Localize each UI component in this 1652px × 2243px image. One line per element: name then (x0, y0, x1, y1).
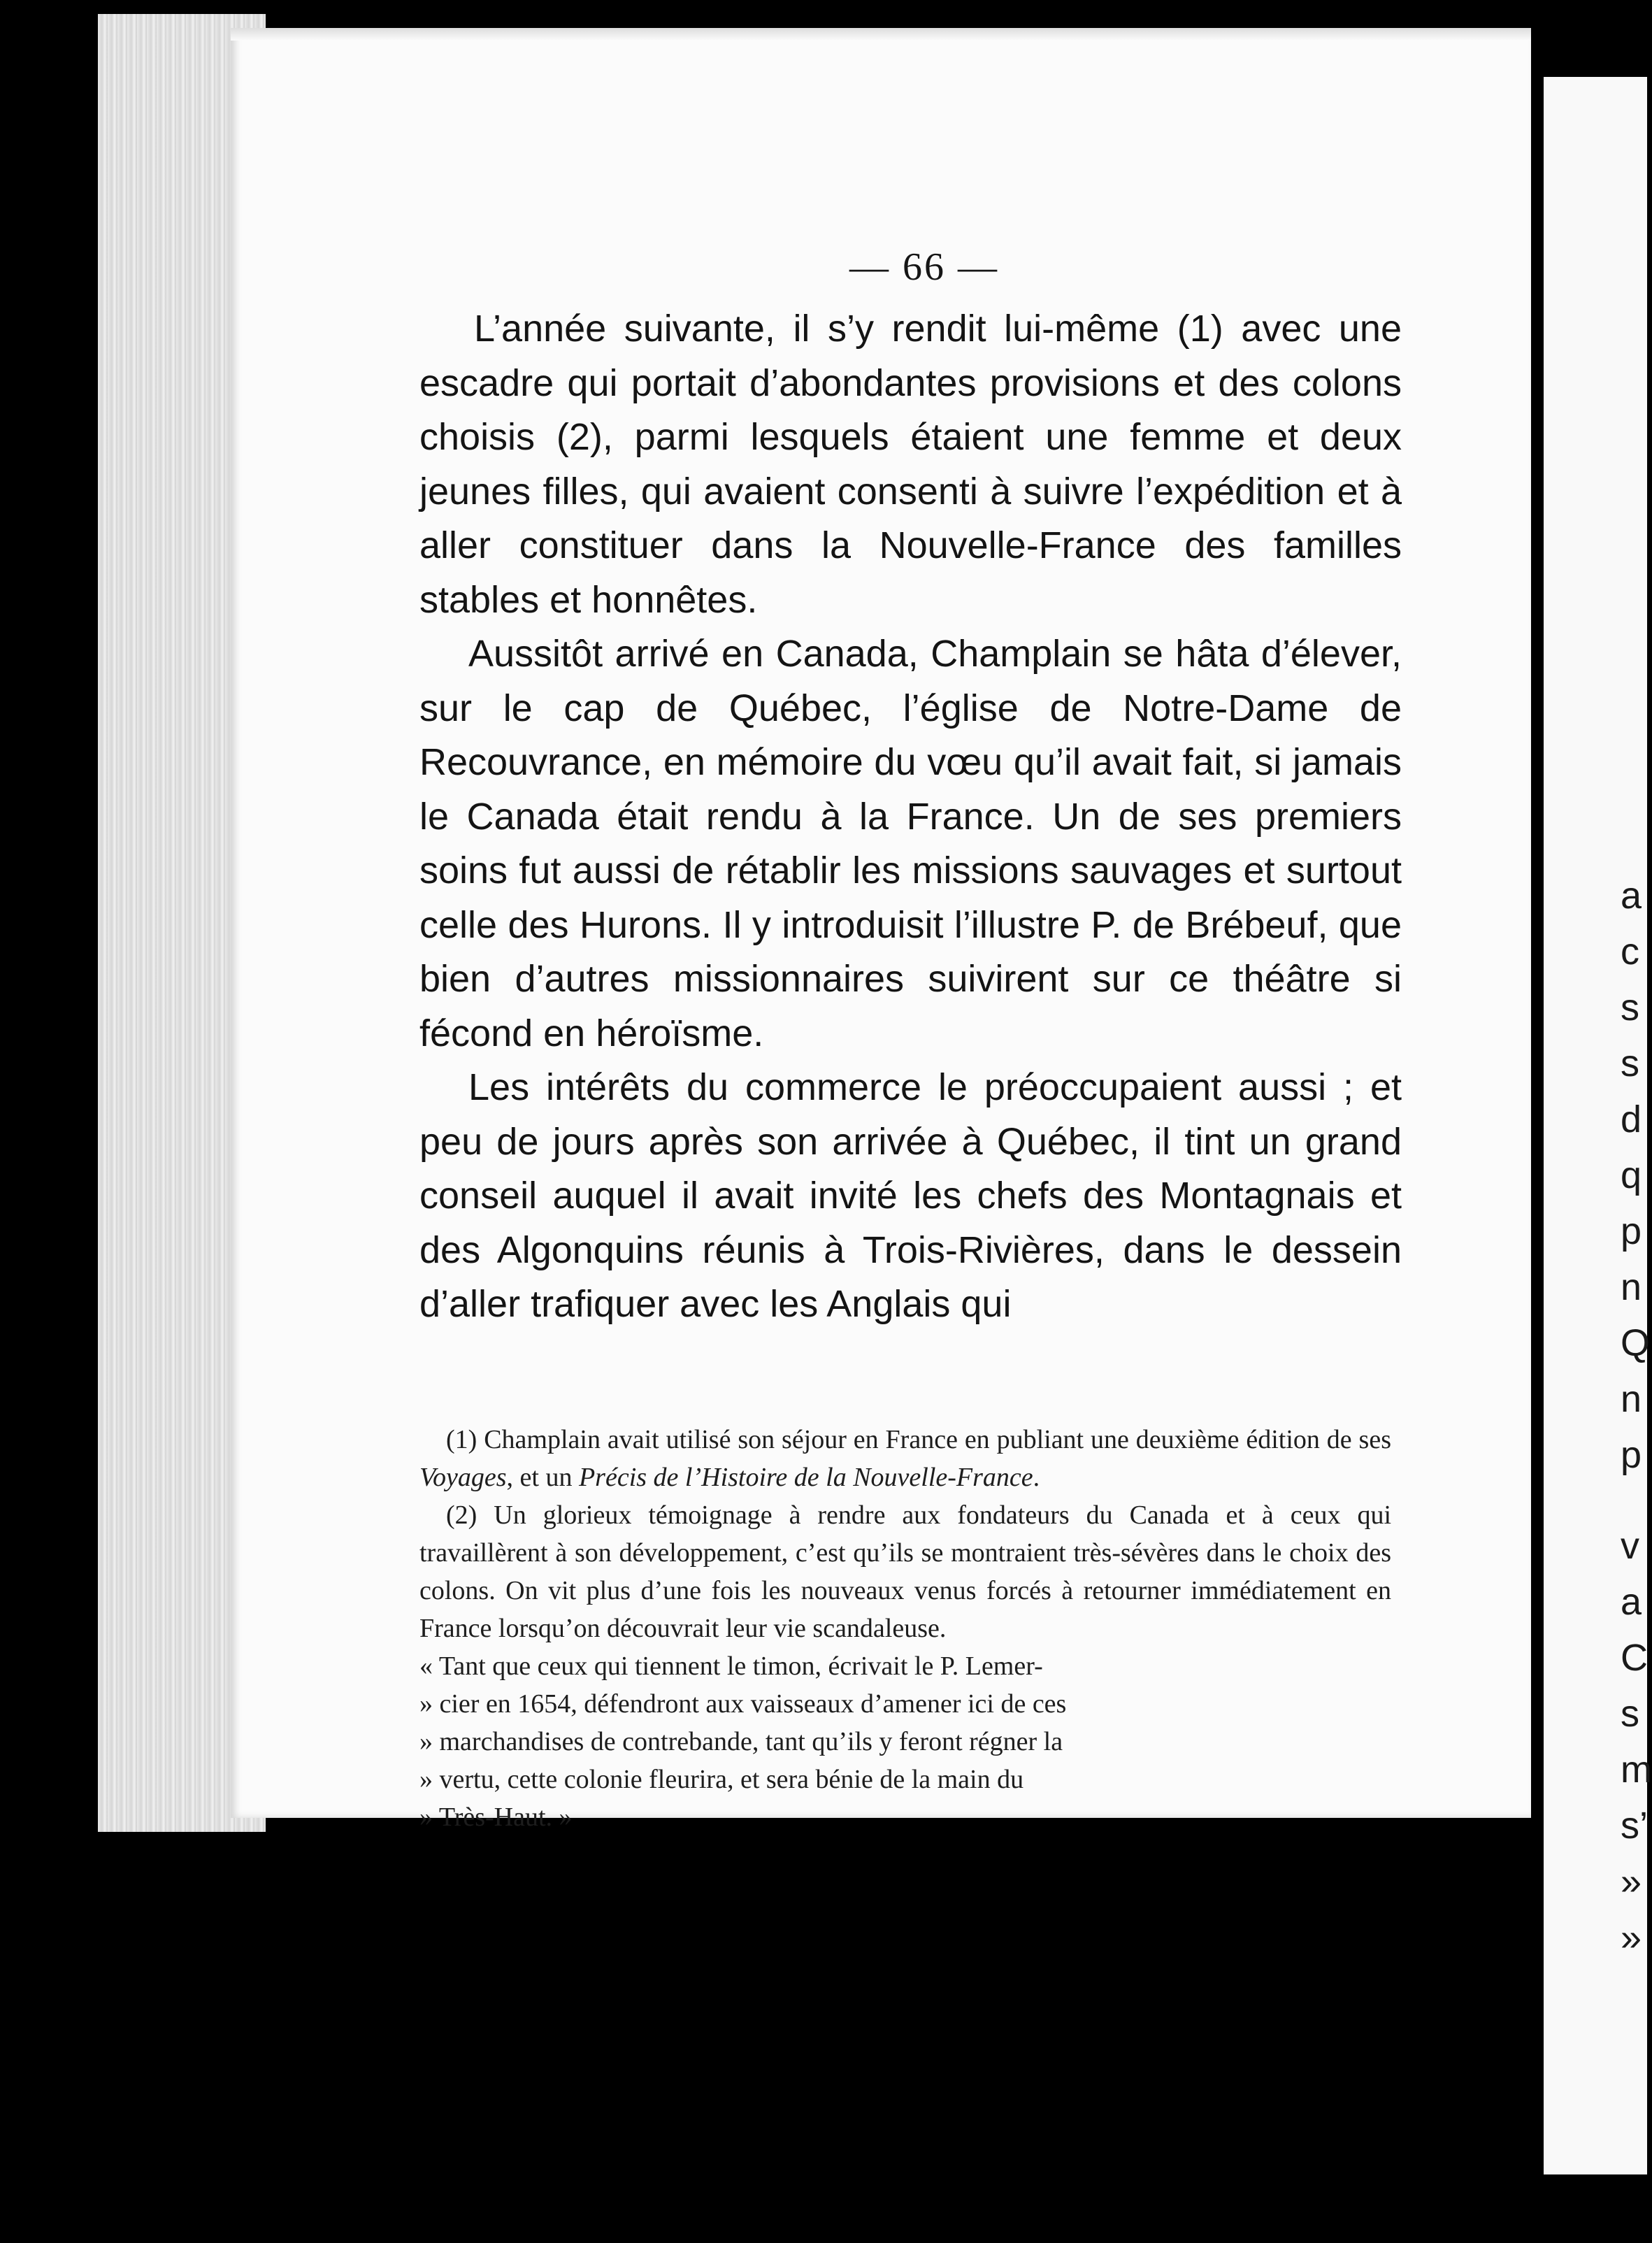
footnote-2-quote-line: « Tant que ceux qui tiennent le timon, écrivait le P. Lemer- (419, 1651, 1043, 1681)
facing-page-letter: p (1621, 1434, 1642, 1476)
footnote-2-text: Un glorieux témoignage à rendre aux fondateurs du Canada et à ceux qui travaillèrent à son développement, c’est qu’ils se montraient très-sévères dans le choix des colons. On vit plus d’une fois les nouveaux venus forcés à retourner immédiatement en France lorsqu’on découvrait leur vie scandaleuse. (419, 1500, 1391, 1643)
facing-page-letter: Q (1621, 1322, 1651, 1364)
footnote-2-marker: (2) (446, 1500, 477, 1530)
facing-page-letter: q (1621, 1154, 1642, 1196)
facing-page-letter: v (1621, 1525, 1639, 1567)
facing-page-letter: d (1621, 1098, 1642, 1140)
footnote-1-italic-precis: Précis de l’Histoire de la Nouvelle-France (578, 1463, 1033, 1492)
footnote-2-quote-line: » vertu, cette colonie fleurira, et sera bénie de la main du (419, 1765, 1024, 1794)
facing-page-letter: » (1621, 1916, 1642, 1958)
footnote-2 (419, 1496, 1391, 1647)
facing-page-letter: c (1621, 931, 1639, 973)
facing-page-letter: p (1621, 1210, 1642, 1252)
footnote-1-italic-voyages: Voyages (419, 1463, 507, 1492)
footnote-1-end: . (1033, 1463, 1040, 1492)
facing-page-letter: C (1621, 1637, 1648, 1679)
footnote-1-marker: (1) (446, 1425, 477, 1454)
footnote-1-middle: , et un (506, 1463, 573, 1492)
paragraph-3: Les intérêts du commerce le préoccupaient aussi ; et peu de jours après son arrivée à Québec, il tint un grand conseil auquel il avait invité les chefs des Montagnais et des Algonquins réunis à Trois-Rivières, dans le dessein d’aller trafiquer avec les Anglais qui (419, 1066, 1402, 1325)
footnote-2-quote-line: » cier en 1654, défendront aux vaisseaux d’amener ici de ces (419, 1689, 1067, 1719)
footnote-2-quote-line: » marchandises de contrebande, tant qu’ils y feront régner la (419, 1727, 1063, 1756)
facing-page-letter: s (1621, 1693, 1639, 1735)
facing-page-letter: a (1621, 1581, 1642, 1623)
facing-page-letter: m (1621, 1749, 1652, 1791)
facing-page-letter: s’ (1621, 1805, 1648, 1847)
facing-page-letter: » (1621, 1861, 1642, 1902)
footnote-2-quote-line: » Très-Haut. » (419, 1803, 573, 1832)
paragraph-1: L’année suivante, il s’y rendit lui-même (1) avec une escadre qui portait d’abondantes provisions et des colons choisis (2), parmi lesquels étaient une femme et deux jeunes filles, qui avaient consenti à suivre l’expédition et à aller constituer dans la Nouvelle-France des familles stables et honnêtes. (419, 308, 1402, 621)
facing-page-letter: s (1621, 987, 1639, 1029)
paragraph-2: Aussitôt arrivé en Canada, Champlain se hâta d’élever, sur le cap de Québec, l’église de Notre-Dame de Recouvrance, en mémoire du vœu qu’il avait fait, si jamais le Canada était rendu à la France. Un de ses premiers soins fut aussi de rétablir les missions sauvages et surtout celle des Hurons. Il y introduisit l’illustre P. de Brébeuf, que bien d’autres missionnaires suivirent sur ce théâtre si fécond en héroïsme. (419, 633, 1402, 1054)
footnote-1-text: Champlain avait utilisé son séjour en France en publiant une deuxième édition de ses (484, 1425, 1391, 1454)
facing-page-letter: n (1621, 1378, 1642, 1420)
facing-page-letter: n (1621, 1266, 1642, 1308)
facing-page-letter: s (1621, 1042, 1639, 1084)
page-number: — 66 — (849, 245, 999, 289)
footnotes (419, 1421, 1391, 1836)
page-top-shadow (231, 28, 1531, 41)
footnote-1 (419, 1421, 1391, 1496)
facing-page-letter: a (1621, 875, 1642, 917)
main-text (419, 302, 1402, 1332)
